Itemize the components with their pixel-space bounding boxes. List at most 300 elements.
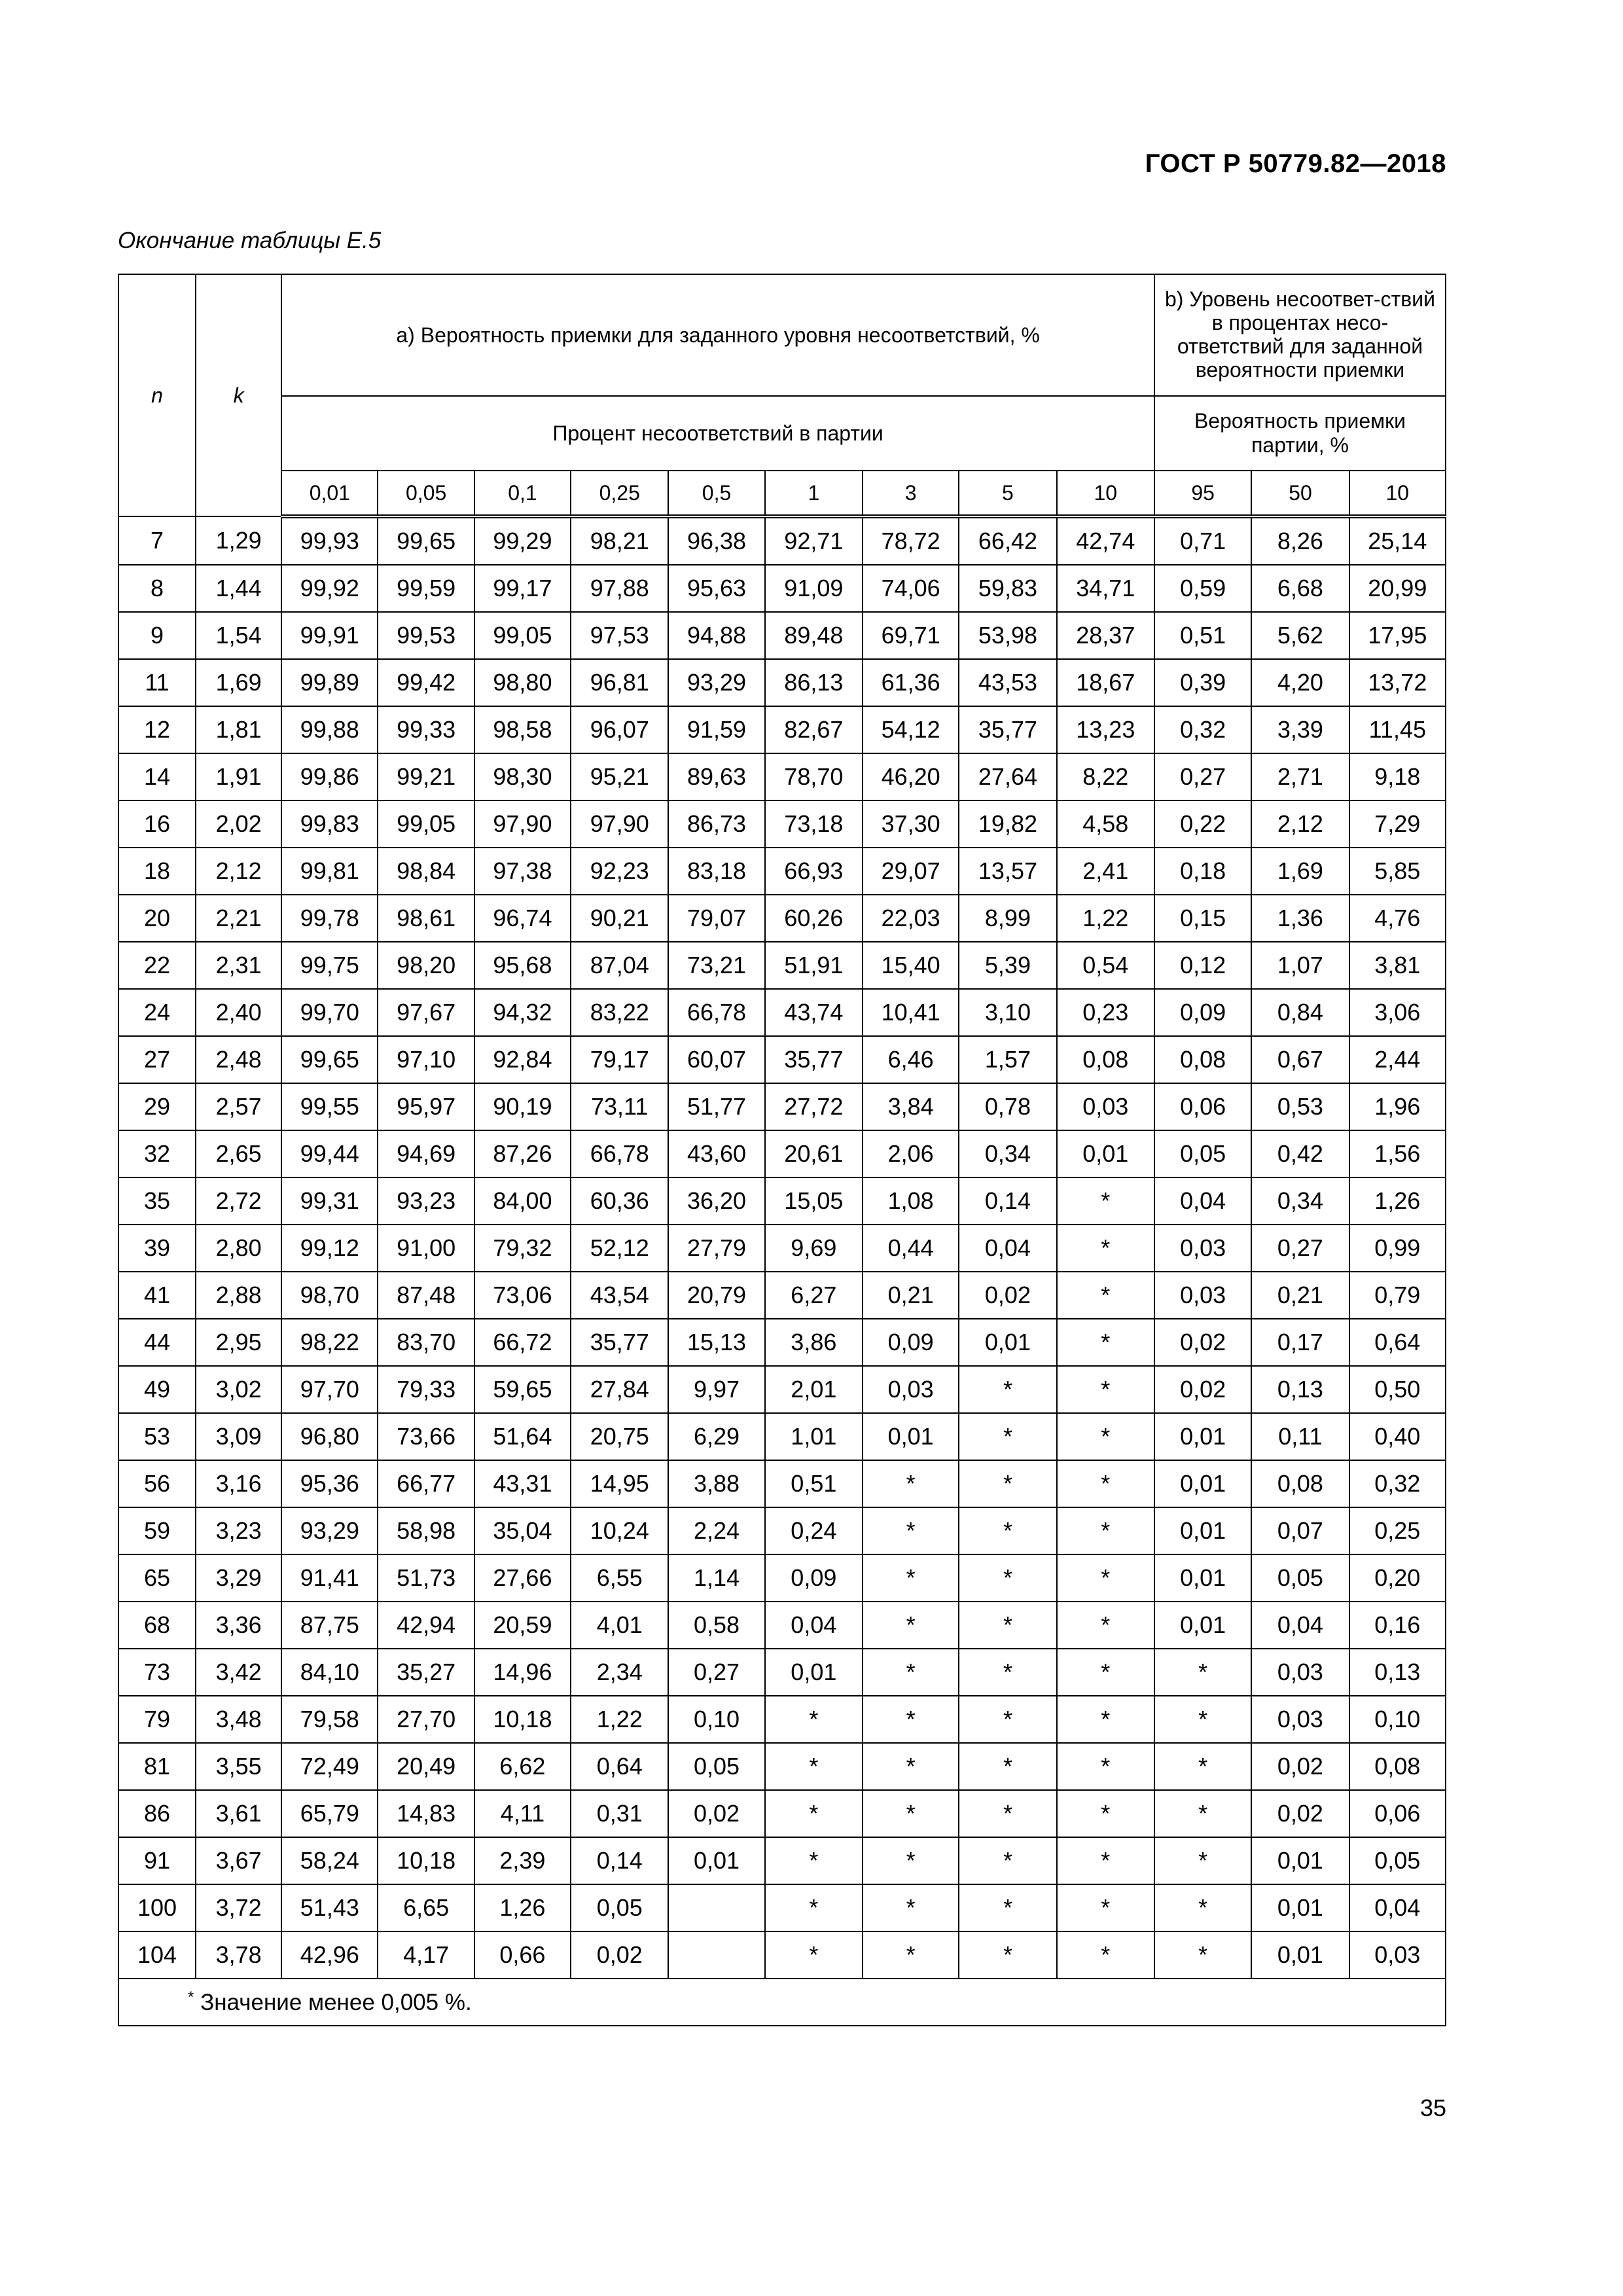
table-cell: 0,22 (1154, 800, 1251, 848)
footnote-mark: * (188, 1988, 194, 2006)
table-cell: 4,76 (1349, 895, 1446, 942)
table-cell: 96,80 (281, 1413, 378, 1460)
table-cell: 84,00 (474, 1177, 571, 1225)
cell-n: 79 (118, 1696, 196, 1743)
table-cell: 15,13 (668, 1319, 764, 1366)
table-cell: * (959, 1507, 1056, 1554)
table-cell: 0,01 (1154, 1460, 1251, 1507)
table-cell: 0,99 (1349, 1225, 1446, 1272)
table-cell: 92,84 (474, 1036, 571, 1083)
cell-k: 2,65 (196, 1130, 281, 1177)
table-cell: * (1057, 1319, 1154, 1366)
table-cell: 4,17 (378, 1931, 474, 1979)
pct-col-header: 10 (1057, 471, 1154, 516)
table-cell: 0,17 (1251, 1319, 1349, 1366)
table-cell: 34,71 (1057, 565, 1154, 612)
table-cell: * (959, 1602, 1056, 1649)
cell-n: 22 (118, 942, 196, 989)
cell-k: 3,72 (196, 1884, 281, 1931)
table-cell: 0,27 (668, 1649, 764, 1696)
table-cell: 0,02 (571, 1931, 668, 1979)
table-cell: 1,56 (1349, 1130, 1446, 1177)
table-cell: 90,19 (474, 1083, 571, 1130)
table-cell: 51,77 (668, 1083, 764, 1130)
data-table (118, 274, 1446, 2026)
table-cell: * (863, 1837, 959, 1884)
table-cell: * (959, 1696, 1056, 1743)
table-cell: 74,06 (863, 565, 959, 612)
table-row (118, 1696, 1446, 1743)
table-cell: 15,40 (863, 942, 959, 989)
cell-n: 49 (118, 1366, 196, 1413)
table-row (118, 516, 1446, 565)
table-cell: 10,24 (571, 1507, 668, 1554)
table-cell: 1,96 (1349, 1083, 1446, 1130)
table-cell: * (959, 1413, 1056, 1460)
table-cell: 1,26 (474, 1884, 571, 1931)
table-row (118, 895, 1446, 942)
table-cell: 60,07 (668, 1036, 764, 1083)
table-cell: 96,38 (668, 516, 764, 565)
table-cell: 0,03 (1251, 1696, 1349, 1743)
table-cell: 0,06 (1154, 1083, 1251, 1130)
table-cell: * (1057, 1554, 1154, 1602)
table-cell: 0,34 (1251, 1177, 1349, 1225)
table-cell: * (1057, 1696, 1154, 1743)
cell-k: 2,72 (196, 1177, 281, 1225)
cell-k: 3,48 (196, 1696, 281, 1743)
table-cell: * (863, 1884, 959, 1931)
table-cell: * (863, 1507, 959, 1554)
table-row (118, 1319, 1446, 1366)
table-cell: * (863, 1743, 959, 1790)
cell-k: 3,36 (196, 1602, 281, 1649)
table-cell: 73,06 (474, 1272, 571, 1319)
table-cell: 0,07 (1251, 1507, 1349, 1554)
table-cell: 0,64 (1349, 1319, 1446, 1366)
table-cell: 0,58 (668, 1602, 764, 1649)
table-cell: 20,99 (1349, 565, 1446, 612)
table-cell: 0,13 (1251, 1366, 1349, 1413)
group-b-title: b) Уровень несоответ-ствий в процентах несо-ответствий для заданной вероятности приемки (1154, 274, 1446, 396)
table-cell: 99,86 (281, 753, 378, 800)
table-cell: 20,79 (668, 1272, 764, 1319)
table-cell: 0,10 (668, 1696, 764, 1743)
table-cell: 0,84 (1251, 989, 1349, 1036)
table-cell: 79,58 (281, 1696, 378, 1743)
table-cell: * (959, 1884, 1056, 1931)
table-cell: 82,67 (765, 706, 863, 753)
table-cell: 99,83 (281, 800, 378, 848)
table-cell: * (1154, 1931, 1251, 1979)
table-cell: 93,23 (378, 1177, 474, 1225)
table-cell (668, 1884, 764, 1931)
table-cell: 0,01 (1154, 1602, 1251, 1649)
table-header (118, 274, 1446, 516)
cell-n: 7 (118, 516, 196, 565)
table-row (118, 848, 1446, 895)
cell-k: 3,16 (196, 1460, 281, 1507)
table-cell: 0,04 (1251, 1602, 1349, 1649)
cell-n: 20 (118, 895, 196, 942)
table-cell: 6,62 (474, 1743, 571, 1790)
table-cell: 61,36 (863, 659, 959, 706)
table-row (118, 1225, 1446, 1272)
table-cell: 99,42 (378, 659, 474, 706)
table-cell: 97,88 (571, 565, 668, 612)
table-cell: 73,66 (378, 1413, 474, 1460)
table-cell: 72,49 (281, 1743, 378, 1790)
table-cell: 73,21 (668, 942, 764, 989)
table-cell: 89,48 (765, 612, 863, 659)
table-row (118, 989, 1446, 1036)
table-cell: 79,33 (378, 1366, 474, 1413)
table-cell: 51,43 (281, 1884, 378, 1931)
table-cell: 2,71 (1251, 753, 1349, 800)
table-cell: 13,57 (959, 848, 1056, 895)
cell-n: 32 (118, 1130, 196, 1177)
table-cell: 98,58 (474, 706, 571, 753)
cell-n: 68 (118, 1602, 196, 1649)
table-row (118, 565, 1446, 612)
table-cell: 51,73 (378, 1554, 474, 1602)
table-cell: * (1057, 1507, 1154, 1554)
table-cell: 0,03 (1154, 1225, 1251, 1272)
table-cell: 95,68 (474, 942, 571, 989)
table-cell: 0,64 (571, 1743, 668, 1790)
table-cell: 0,32 (1154, 706, 1251, 753)
table-cell: 83,70 (378, 1319, 474, 1366)
table-cell: * (765, 1837, 863, 1884)
table-cell: * (1057, 1413, 1154, 1460)
pct-col-header: 1 (765, 471, 863, 516)
table-cell: 73,11 (571, 1083, 668, 1130)
table-cell: 43,60 (668, 1130, 764, 1177)
table-cell: * (959, 1743, 1056, 1790)
cell-n: 8 (118, 565, 196, 612)
table-cell: 99,33 (378, 706, 474, 753)
table-cell: 51,91 (765, 942, 863, 989)
table-cell: * (1057, 1884, 1154, 1931)
table-cell: 3,39 (1251, 706, 1349, 753)
table-row (118, 1837, 1446, 1884)
document-header: ГОСТ Р 50779.82—2018 (1145, 149, 1446, 178)
table-cell: 42,94 (378, 1602, 474, 1649)
table-cell: 97,38 (474, 848, 571, 895)
table-cell: * (863, 1460, 959, 1507)
table-cell: * (1057, 1602, 1154, 1649)
cell-k: 3,78 (196, 1931, 281, 1979)
cell-n: 41 (118, 1272, 196, 1319)
table-cell: 99,93 (281, 516, 378, 565)
table-cell: 4,11 (474, 1790, 571, 1837)
table-cell: 1,36 (1251, 895, 1349, 942)
table-cell: 27,79 (668, 1225, 764, 1272)
table-cell: 22,03 (863, 895, 959, 942)
table-cell: 3,86 (765, 1319, 863, 1366)
table-cell: 1,08 (863, 1177, 959, 1225)
table-cell: 0,14 (571, 1837, 668, 1884)
table-row (118, 1130, 1446, 1177)
table-cell: 79,07 (668, 895, 764, 942)
table-cell: 2,39 (474, 1837, 571, 1884)
table-cell: 19,82 (959, 800, 1056, 848)
table-cell: * (1057, 1931, 1154, 1979)
cell-n: 65 (118, 1554, 196, 1602)
cell-n: 35 (118, 1177, 196, 1225)
table-cell: 43,31 (474, 1460, 571, 1507)
table-cell: 0,05 (571, 1884, 668, 1931)
table-cell: 9,18 (1349, 753, 1446, 800)
cell-k: 2,40 (196, 989, 281, 1036)
table-cell: 0,59 (1154, 565, 1251, 612)
table-cell: 2,12 (1251, 800, 1349, 848)
cell-k: 1,44 (196, 565, 281, 612)
table-cell: * (863, 1790, 959, 1837)
cell-n: 27 (118, 1036, 196, 1083)
table-cell: * (959, 1790, 1056, 1837)
table-cell: 28,37 (1057, 612, 1154, 659)
table-cell: 42,96 (281, 1931, 378, 1979)
table-cell: 99,75 (281, 942, 378, 989)
table-cell: 0,06 (1349, 1790, 1446, 1837)
table-cell: * (1154, 1790, 1251, 1837)
table-cell: 99,65 (281, 1036, 378, 1083)
table-cell: 2,06 (863, 1130, 959, 1177)
table-cell: 0,01 (765, 1649, 863, 1696)
table-cell: 0,04 (765, 1602, 863, 1649)
table-cell: 99,44 (281, 1130, 378, 1177)
cell-n: 16 (118, 800, 196, 848)
table-cell: 0,54 (1057, 942, 1154, 989)
table-cell: * (1057, 1743, 1154, 1790)
table-cell: 98,30 (474, 753, 571, 800)
table-cell: 0,01 (863, 1413, 959, 1460)
cell-k: 3,55 (196, 1743, 281, 1790)
table-cell: 6,29 (668, 1413, 764, 1460)
table-cell: 0,10 (1349, 1696, 1446, 1743)
table-cell: 0,02 (1154, 1366, 1251, 1413)
table-cell: 0,02 (1154, 1319, 1251, 1366)
table-cell: * (1057, 1366, 1154, 1413)
cell-k: 2,31 (196, 942, 281, 989)
table-cell: 94,32 (474, 989, 571, 1036)
table-cell: * (863, 1696, 959, 1743)
pct-col-header: 0,25 (571, 471, 668, 516)
table-cell: 35,77 (571, 1319, 668, 1366)
table-cell: * (1057, 1790, 1154, 1837)
table-cell: * (1057, 1460, 1154, 1507)
cell-n: 86 (118, 1790, 196, 1837)
table-cell: 0,27 (1251, 1225, 1349, 1272)
table-cell: 0,39 (1154, 659, 1251, 706)
cell-k: 2,80 (196, 1225, 281, 1272)
table-cell: * (863, 1649, 959, 1696)
table-cell: 0,08 (1349, 1743, 1446, 1790)
table-cell: 91,09 (765, 565, 863, 612)
table-cell: 96,07 (571, 706, 668, 753)
table-row (118, 1413, 1446, 1460)
table-cell: 0,27 (1154, 753, 1251, 800)
table-cell: 98,22 (281, 1319, 378, 1366)
table-cell: 2,01 (765, 1366, 863, 1413)
table-cell: 79,32 (474, 1225, 571, 1272)
table-cell: 99,65 (378, 516, 474, 565)
page-number: 35 (1419, 2094, 1446, 2121)
table-cell: 0,51 (765, 1460, 863, 1507)
table-cell: 35,77 (959, 706, 1056, 753)
table-cell: 0,23 (1057, 989, 1154, 1036)
cell-k: 3,42 (196, 1649, 281, 1696)
cell-k: 1,54 (196, 612, 281, 659)
table-cell: 98,80 (474, 659, 571, 706)
table-cell: 0,05 (1251, 1554, 1349, 1602)
table-cell: 0,09 (1154, 989, 1251, 1036)
table-cell: 27,64 (959, 753, 1056, 800)
table-cell: 1,69 (1251, 848, 1349, 895)
table-cell: 1,26 (1349, 1177, 1446, 1225)
pct-col-header: 3 (863, 471, 959, 516)
pct-col-header: 0,01 (281, 471, 378, 516)
table-cell: 66,42 (959, 516, 1056, 565)
table-cell: 0,02 (1251, 1743, 1349, 1790)
table-cell: 87,26 (474, 1130, 571, 1177)
table-cell: * (1057, 1225, 1154, 1272)
table-cell: * (1057, 1272, 1154, 1319)
cell-n: 18 (118, 848, 196, 895)
table-cell: 14,96 (474, 1649, 571, 1696)
table-cell: 27,66 (474, 1554, 571, 1602)
table-row (118, 1931, 1446, 1979)
table-cell: 37,30 (863, 800, 959, 848)
table-cell: 43,53 (959, 659, 1056, 706)
table-cell: 0,11 (1251, 1413, 1349, 1460)
table-cell: 0,31 (571, 1790, 668, 1837)
table-cell: 99,29 (474, 516, 571, 565)
table-cell: 66,72 (474, 1319, 571, 1366)
table-cell: 13,72 (1349, 659, 1446, 706)
table-cell: * (959, 1649, 1056, 1696)
table-cell: 2,24 (668, 1507, 764, 1554)
cell-n: 14 (118, 753, 196, 800)
table-cell: 60,36 (571, 1177, 668, 1225)
table-cell: 94,88 (668, 612, 764, 659)
table-cell: 99,89 (281, 659, 378, 706)
table-cell: 0,53 (1251, 1083, 1349, 1130)
table-cell: 66,78 (668, 989, 764, 1036)
cell-n: 12 (118, 706, 196, 753)
table-cell: 97,10 (378, 1036, 474, 1083)
table-cell: 0,50 (1349, 1366, 1446, 1413)
table-cell: 35,04 (474, 1507, 571, 1554)
table-cell: 79,17 (571, 1036, 668, 1083)
table-cell: 91,59 (668, 706, 764, 753)
table-cell: 92,71 (765, 516, 863, 565)
table-cell: 69,71 (863, 612, 959, 659)
table-cell: 27,84 (571, 1366, 668, 1413)
table-cell: * (959, 1837, 1056, 1884)
table-cell: 84,10 (281, 1649, 378, 1696)
table-cell: 35,77 (765, 1036, 863, 1083)
footnote-text: Значение менее 0,005 %. (200, 1989, 472, 2015)
table-cell: 4,58 (1057, 800, 1154, 848)
table-cell: 6,27 (765, 1272, 863, 1319)
table-cell: 5,39 (959, 942, 1056, 989)
table-cell: * (1154, 1837, 1251, 1884)
table-cell: 98,61 (378, 895, 474, 942)
table-cell: 87,48 (378, 1272, 474, 1319)
table-cell: 87,75 (281, 1602, 378, 1649)
cell-k: 3,23 (196, 1507, 281, 1554)
table-cell: 95,97 (378, 1083, 474, 1130)
table-cell: * (1154, 1743, 1251, 1790)
table-cell: 0,02 (959, 1272, 1056, 1319)
table-body (118, 516, 1446, 1979)
table-row (118, 612, 1446, 659)
table-cell: 1,57 (959, 1036, 1056, 1083)
table-cell: 98,84 (378, 848, 474, 895)
table-cell: 65,79 (281, 1790, 378, 1837)
table-cell: 95,21 (571, 753, 668, 800)
table-cell: 99,92 (281, 565, 378, 612)
table-cell: 2,44 (1349, 1036, 1446, 1083)
table-cell: 95,63 (668, 565, 764, 612)
table-cell: 9,69 (765, 1225, 863, 1272)
table-cell: 14,95 (571, 1460, 668, 1507)
table-cell: 3,10 (959, 989, 1056, 1036)
table-cell: * (959, 1460, 1056, 1507)
pct-col-header: 0,5 (668, 471, 764, 516)
table-cell: * (863, 1931, 959, 1979)
table-cell: 27,70 (378, 1696, 474, 1743)
table-cell: 0,20 (1349, 1554, 1446, 1602)
table-cell: 0,12 (1154, 942, 1251, 989)
cell-k: 1,29 (196, 516, 281, 565)
table-cell: 91,00 (378, 1225, 474, 1272)
table-cell: 0,16 (1349, 1602, 1446, 1649)
table-cell: 90,21 (571, 895, 668, 942)
table-cell: 97,67 (378, 989, 474, 1036)
table-cell: 0,01 (1251, 1931, 1349, 1979)
table-row (118, 1649, 1446, 1696)
table-cell: * (959, 1366, 1056, 1413)
table-cell: 99,53 (378, 612, 474, 659)
table-cell: 0,79 (1349, 1272, 1446, 1319)
table-cell: 0,32 (1349, 1460, 1446, 1507)
table-cell: 0,03 (1057, 1083, 1154, 1130)
table-cell: 11,45 (1349, 706, 1446, 753)
table-cell: 0,25 (1349, 1507, 1446, 1554)
cell-n: 24 (118, 989, 196, 1036)
table-cell: 96,74 (474, 895, 571, 942)
group-a-subtitle: Процент несоответствий в партии (281, 396, 1154, 471)
table-caption: Окончание таблицы Е.5 (118, 228, 382, 253)
cell-k: 3,09 (196, 1413, 281, 1460)
col-header-n: n (118, 274, 196, 516)
table-cell: 59,83 (959, 565, 1056, 612)
table-row (118, 1743, 1446, 1790)
col-header-k: k (196, 274, 281, 516)
table-cell: 98,70 (281, 1272, 378, 1319)
table-cell: 43,74 (765, 989, 863, 1036)
table-cell: 2,34 (571, 1649, 668, 1696)
table-cell: 97,53 (571, 612, 668, 659)
table-cell: 78,72 (863, 516, 959, 565)
table-cell: 99,05 (474, 612, 571, 659)
table-cell: 66,77 (378, 1460, 474, 1507)
table-cell: 0,13 (1349, 1649, 1446, 1696)
table-cell: * (765, 1743, 863, 1790)
